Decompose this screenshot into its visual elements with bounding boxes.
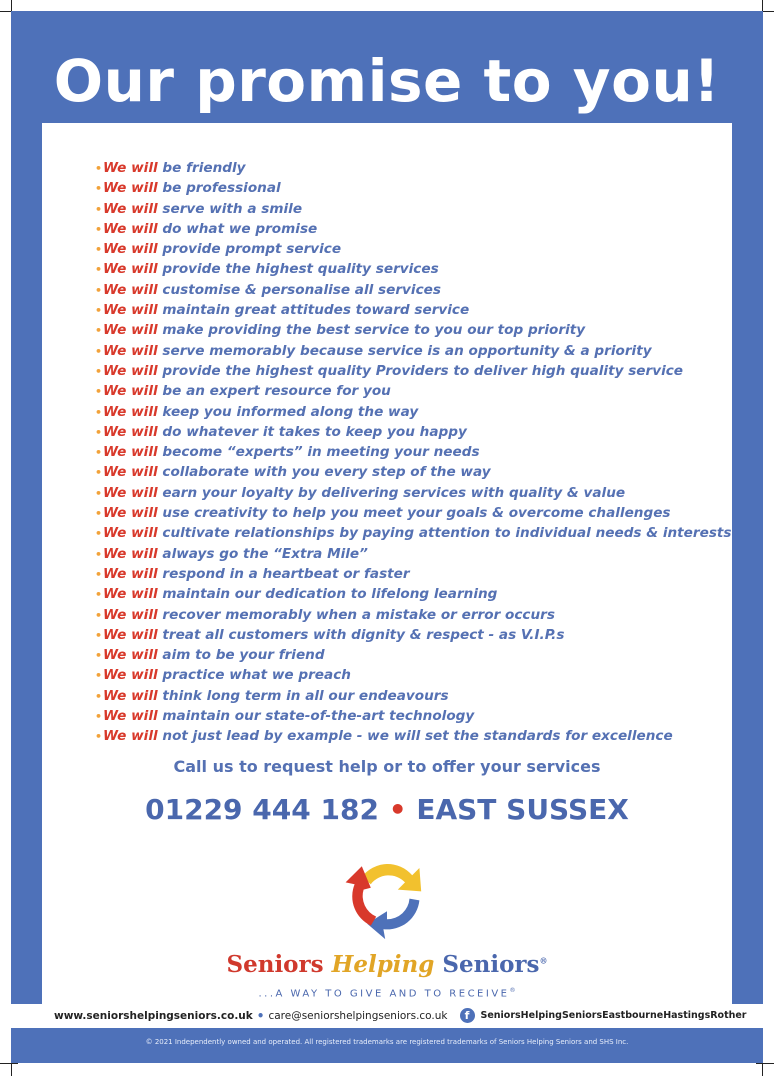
bullet-icon: • (95, 283, 103, 297)
promise-panel (42, 123, 732, 1013)
promise-item (95, 584, 732, 604)
bullet-icon: • (95, 588, 103, 602)
promise-text: not just lead by example - we will set the standards for excellence (162, 728, 673, 745)
promise-item (95, 686, 732, 706)
phone-line (42, 793, 732, 826)
promise-item (95, 726, 732, 746)
bullet-icon: • (95, 649, 103, 663)
promise-text: maintain our state-of-the-art technology (162, 708, 475, 725)
bullet-icon: • (95, 222, 103, 236)
crop-mark (756, 1063, 774, 1064)
promise-prefix: We will (103, 160, 158, 176)
promise-item (95, 605, 732, 625)
promise-prefix: We will (103, 362, 158, 379)
promise-prefix: We will (103, 261, 158, 278)
promise-prefix: We will (103, 464, 158, 481)
promise-item (95, 625, 732, 645)
promise-text: keep you informed along the way (162, 403, 419, 420)
promise-item (95, 442, 732, 462)
region-label: EAST SUSSEX (416, 793, 629, 826)
promise-item (95, 320, 732, 340)
promise-text: customise & personalise all services (162, 281, 441, 298)
tagline-mark: ® (509, 987, 516, 994)
bullet-icon: • (95, 507, 103, 521)
page-title: Our promise to you! (53, 47, 721, 115)
promise-text: aim to be your friend (162, 647, 325, 664)
promise-item (95, 503, 732, 523)
bullet-icon: • (95, 425, 103, 439)
promise-prefix: We will (103, 403, 158, 420)
promise-text: be friendly (162, 160, 246, 176)
brand-word-seniors: Seniors (226, 951, 324, 978)
promise-prefix: We will (103, 281, 158, 298)
promise-item (95, 259, 732, 279)
promise-prefix: We will (103, 586, 158, 603)
promise-item (95, 178, 732, 198)
promise-item (95, 665, 732, 685)
promise-prefix: We will (103, 667, 158, 684)
promise-text: become “experts” in meeting your needs (162, 444, 480, 461)
promise-prefix: We will (103, 241, 158, 258)
promise-text: earn your loyalty by delivering services with quality & value (162, 484, 626, 501)
promise-prefix: We will (103, 687, 158, 704)
promise-text: always go the “Extra Mile” (162, 545, 368, 562)
brand-word-helping: Helping (331, 951, 435, 978)
promise-prefix: We will (103, 444, 158, 461)
promise-prefix: We will (103, 484, 158, 501)
promise-item (95, 706, 732, 726)
bullet-icon: • (95, 730, 103, 744)
promise-text: do what we promise (162, 220, 318, 237)
call-to-action: Call us to request help or to offer your services (173, 757, 601, 776)
promise-item (95, 300, 732, 320)
promise-prefix: We will (103, 565, 158, 582)
promise-text: make providing the best service to you our top priority (162, 322, 586, 339)
promise-item (95, 483, 732, 503)
promise-item (95, 645, 732, 665)
promise-text: practice what we preach (162, 667, 351, 684)
circular-arrows-logo-icon (342, 850, 432, 940)
facebook-icon[interactable]: f (460, 1008, 475, 1023)
promise-item (95, 462, 732, 482)
promise-item (95, 341, 732, 361)
crop-mark (0, 1063, 18, 1064)
copyright-notice: © 2021 Independently owned and operated. All registered trademarks are registered trademarks of Seniors Helping Seniors and SHS Inc. (145, 1038, 629, 1046)
bullet-icon: • (95, 202, 103, 216)
promise-item (95, 381, 732, 401)
logo-yellow-arrow (362, 864, 421, 891)
poster (11, 11, 763, 1063)
promise-prefix: We will (103, 180, 158, 197)
website-link[interactable]: www.seniorshelpingseniors.co.uk (54, 1009, 253, 1022)
bullet-icon: • (95, 344, 103, 358)
promise-item (95, 422, 732, 442)
promise-prefix: We will (103, 383, 158, 400)
promise-text: provide prompt service (162, 241, 342, 258)
facebook-handle-link[interactable]: SeniorsHelpingSeniorsEastbourneHastingsRother (480, 1010, 747, 1021)
promise-list (95, 158, 732, 747)
bullet-icon: • (95, 689, 103, 703)
bullet-icon: • (95, 486, 103, 500)
promise-prefix: We will (103, 302, 158, 319)
promise-prefix: We will (103, 322, 158, 339)
bullet-icon: • (95, 162, 103, 175)
promise-item (95, 564, 732, 584)
promise-text: be professional (162, 180, 281, 197)
email-link[interactable]: care@seniorshelpingseniors.co.uk (268, 1009, 448, 1022)
bullet-icon: • (95, 405, 103, 419)
promise-item (95, 402, 732, 422)
bullet-icon: • (95, 466, 103, 480)
contact-row (54, 1008, 747, 1023)
bullet-icon: • (95, 263, 103, 277)
phone-separator: • (388, 793, 407, 826)
promise-text: treat all customers with dignity & respect - as V.I.P.s (162, 626, 565, 643)
bullet-icon: • (95, 385, 103, 399)
promise-item (95, 199, 732, 219)
promise-prefix: We will (103, 505, 158, 522)
bullet-icon: • (95, 446, 103, 460)
promise-text: recover memorably when a mistake or error occurs (162, 606, 555, 623)
logo-blue-arrow (367, 899, 419, 940)
registered-mark: ® (539, 955, 548, 966)
contact-separator: • (256, 1008, 265, 1023)
bullet-icon: • (95, 669, 103, 683)
bullet-icon: • (95, 364, 103, 378)
promise-prefix: We will (103, 708, 158, 725)
bullet-icon: • (95, 608, 103, 622)
promise-prefix: We will (103, 342, 158, 359)
promise-prefix: We will (103, 220, 158, 237)
promise-prefix: We will (103, 525, 158, 542)
brand-word-seniors-2: Seniors (442, 951, 540, 978)
promise-prefix: We will (103, 728, 158, 745)
promise-text: be an expert resource for you (162, 383, 391, 400)
promise-prefix: We will (103, 626, 158, 643)
promise-item (95, 523, 732, 543)
promise-item (95, 361, 732, 381)
bullet-icon: • (95, 547, 103, 561)
promise-text: respond in a heartbeat or faster (162, 565, 410, 582)
phone-number[interactable]: 01229 444 182 (145, 793, 379, 826)
promise-text: provide the highest quality Providers to deliver high quality service (162, 362, 684, 379)
promise-text: do whatever it takes to keep you happy (162, 423, 467, 440)
promise-prefix: We will (103, 423, 158, 440)
bullet-icon: • (95, 243, 103, 257)
brand-name (42, 951, 732, 978)
promise-text: collaborate with you every step of the way (162, 464, 491, 481)
promise-prefix: We will (103, 200, 158, 217)
bullet-icon: • (95, 527, 103, 541)
promise-text: use creativity to help you meet your goals & overcome challenges (162, 505, 671, 522)
promise-prefix: We will (103, 647, 158, 664)
bullet-icon: • (95, 304, 103, 318)
bullet-icon: • (95, 567, 103, 581)
promise-item (95, 280, 732, 300)
promise-text: cultivate relationships by paying attention to individual needs & interests (162, 525, 732, 542)
promise-text: maintain our dedication to lifelong learning (162, 586, 498, 603)
promise-text: maintain great attitudes toward service (162, 302, 470, 319)
promise-item (95, 219, 732, 239)
promise-item (95, 544, 732, 564)
promise-prefix: We will (103, 606, 158, 623)
promise-prefix: We will (103, 545, 158, 562)
promise-text: think long term in all our endeavours (162, 687, 449, 704)
bullet-icon: • (95, 628, 103, 642)
bullet-icon: • (95, 182, 103, 196)
brand-tagline (42, 987, 732, 999)
promise-text: serve memorably because service is an opportunity & a priority (162, 342, 652, 359)
bullet-icon: • (95, 710, 103, 724)
promise-item (95, 239, 732, 259)
tagline-text: ...A WAY TO GIVE AND TO RECEIVE (258, 988, 510, 1000)
promise-text: serve with a smile (162, 200, 303, 217)
bullet-icon: • (95, 324, 103, 338)
promise-text: provide the highest quality services (162, 261, 439, 278)
promise-item (95, 158, 732, 178)
